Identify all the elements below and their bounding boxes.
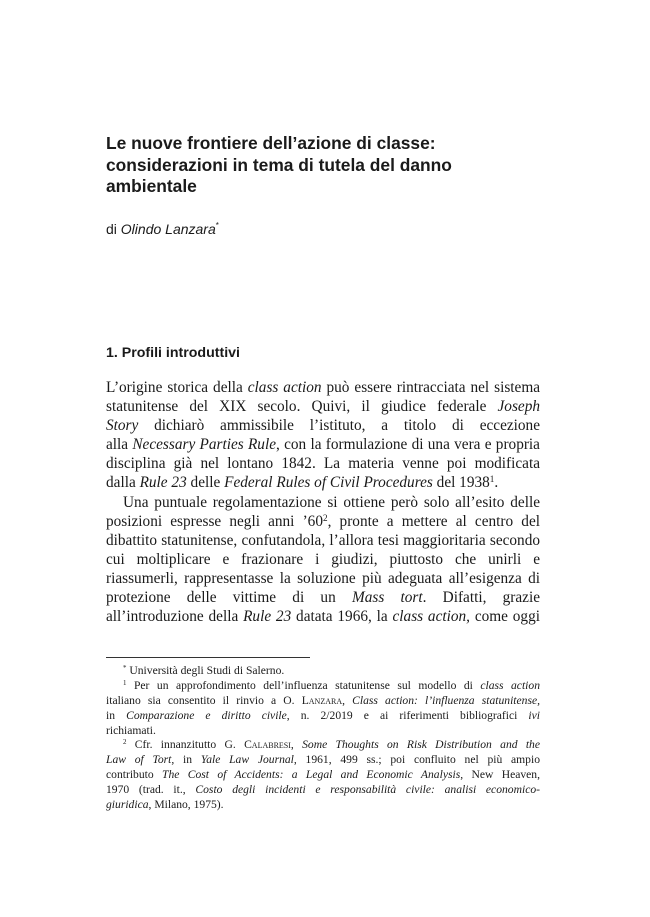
body-line: cui moltiplicare e frazionare i giudizi, piuttosto che unirli e — [106, 550, 540, 568]
body-line: L’origine storica della class action può essere rintracciata nel sistema — [106, 379, 541, 396]
paper-title — [106, 133, 546, 198]
author-footnote-marker[interactable]: * — [215, 221, 219, 230]
body-text — [106, 378, 540, 626]
author-line — [106, 220, 219, 238]
footnote-ref-1[interactable]: 1 — [489, 474, 495, 485]
body-line: protezione delle vittime di un Mass tort. Difatti, grazie — [106, 589, 541, 607]
title-line: considerazioni in tema di tutela del danno — [106, 154, 452, 175]
body-line: alla Necessary Parties Rule, con la formulazione di una vera e propria — [106, 436, 540, 454]
footnote-ref-2[interactable]: 2 — [322, 512, 328, 523]
body-line: riassumerli, rappresentasse la soluzione più adeguata all’esigenza di — [106, 569, 540, 587]
body-line: all’introduzione della Rule 23 datata 1966, la class action, come oggi — [106, 608, 540, 626]
title-line: ambientale — [106, 176, 197, 196]
footnote-2: $^2$ Cfr. innanzitutto G. Calabresi, Some Thoughts on Risk Distribution and the Law of Tort, in Yale Law Journal, 1961, 499 ss.; poi confluito nel più ampio contributo The Cost of Accidents: a Legal and Economic Analysis, New Heaven, 1970 (trad. it., Costo degli incidenti e responsabilità civile: analisi economico- giuridica, Milano, 1975). — [106, 738, 541, 812]
author-name: Olindo Lanzara — [120, 221, 216, 237]
section-heading: 1. Profili introduttivi — [106, 345, 240, 361]
footnote-author: * Università degli Studi di Salerno. — [123, 664, 285, 677]
body-line: dibattito statunitense, confutandola, l’allora tesi maggioritaria secondo — [106, 531, 540, 549]
footnote-separator — [106, 657, 310, 658]
body-line: statunitense del XIX secolo. Quivi, il giudice federale Joseph — [106, 398, 540, 416]
body-line: Una puntuale regolamentazione si ottiene però solo all’esito delle — [123, 493, 540, 511]
body-line: dalla Rule 23 delle Federal Rules of Civil Procedures del 1938$^1$. — [106, 474, 499, 492]
body-line: Story dichiarò ammissibile l’istituto, a titolo di eccezione — [106, 417, 540, 435]
title-line: Le nuove frontiere dell’azione di classe: — [106, 133, 436, 153]
author-prefix: di — [106, 221, 121, 237]
footnote-1: $^1$ Per un approfondimento dell’influenza statunitense sul modello di class action italiano sia consentito il rinvio a O. Lanzara, Class action: l’influenza statunitense, in Comparazione e diritto civile, n. 2/2019 e ai riferimenti bibliografici ivi richiamati. — [106, 678, 541, 737]
body-line: posizioni espresse negli anni $’60^2$, pronte a mettere al centro del — [106, 512, 540, 530]
footnotes — [106, 664, 540, 813]
body-line: disciplina già nel lontano 1842. La materia venne poi modificata — [106, 455, 540, 473]
